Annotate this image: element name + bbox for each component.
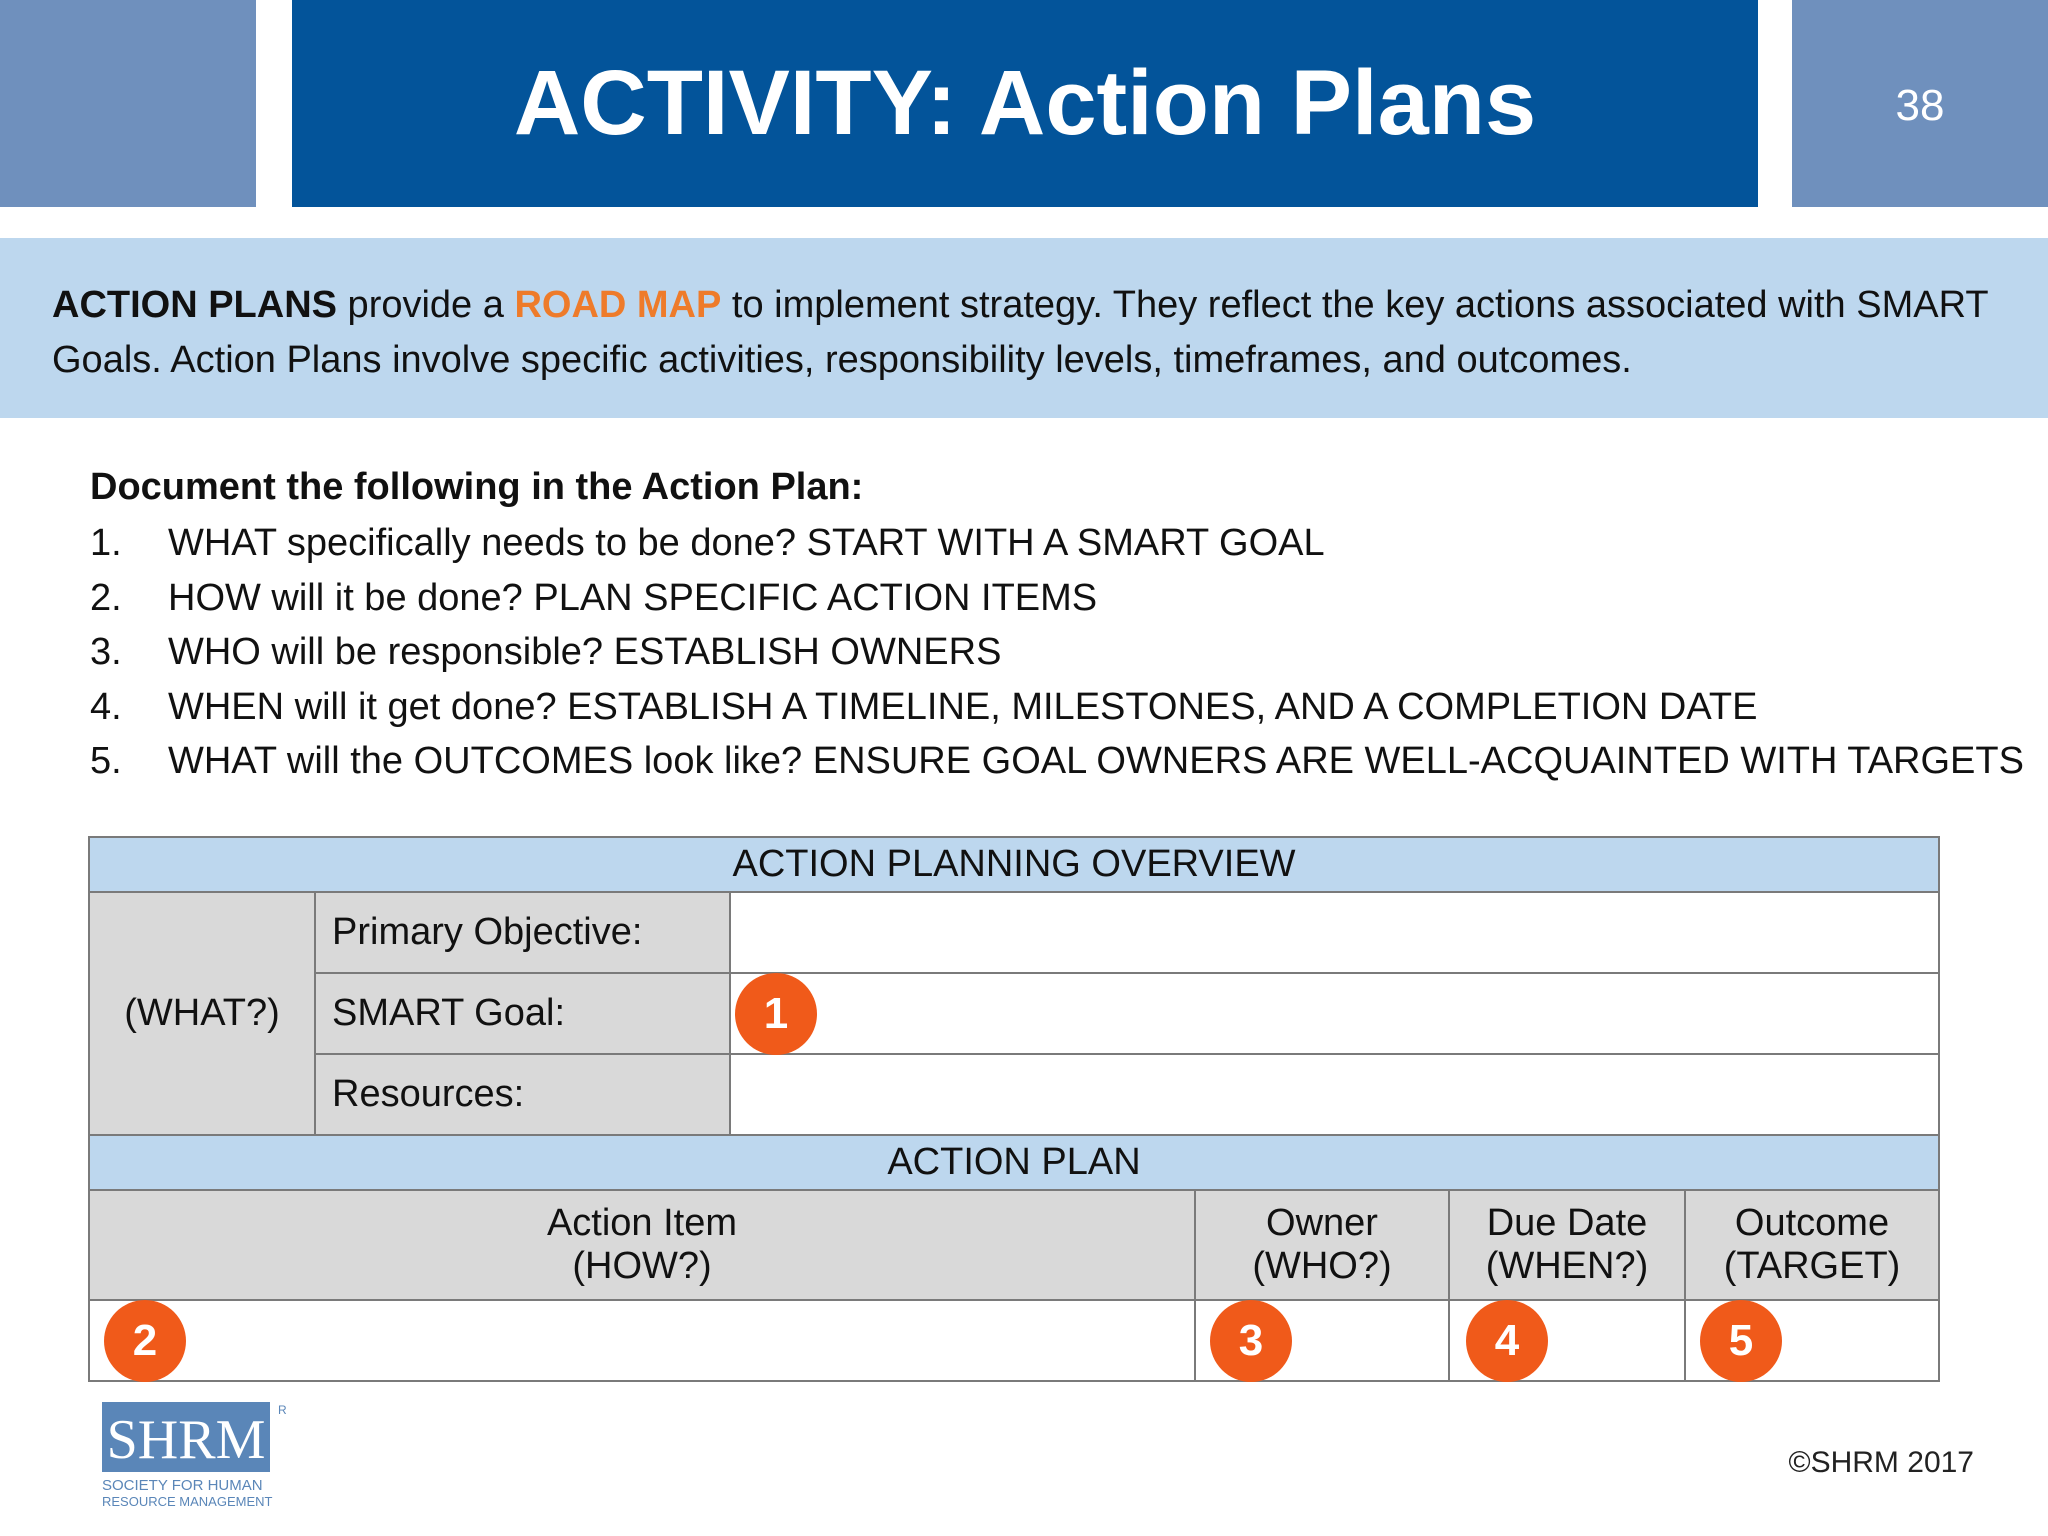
logo-sub-2: RESOURCE MANAGEMENT <box>102 1494 273 1508</box>
owner-field[interactable] <box>1195 1300 1449 1381</box>
step-item <box>90 625 2010 680</box>
step-number: 1. <box>90 522 122 564</box>
step-text: WHAT will the OUTCOMES look like? ENSURE GOAL OWNERS ARE WELL-ACQUAINTED WITH TARGETS <box>168 740 2024 782</box>
intro-highlight: ROAD MAP <box>514 284 722 326</box>
step-number: 3. <box>90 631 122 673</box>
shrm-logo <box>100 1400 290 1508</box>
owner-header <box>1195 1190 1449 1300</box>
step-text: WHAT specifically needs to be done? START WITH A SMART GOAL <box>168 522 1325 564</box>
step-number: 2. <box>90 576 122 619</box>
steps-list <box>90 516 2024 789</box>
outcome-sub: (TARGET) <box>1723 1245 1901 1287</box>
badge-3: 3 <box>1210 1300 1292 1382</box>
badge-2: 2 <box>104 1300 186 1382</box>
intro-text-b: to implement strategy. They reflect the key actions associated with SMART Goals. Action Plans involve specific activities, responsibility levels, timeframes, and outcomes. <box>52 284 1988 381</box>
badge-1: 1 <box>735 973 817 1055</box>
action-plan-title: ACTION PLAN <box>89 1135 1939 1190</box>
smart-goal-label: SMART Goal: <box>315 973 730 1054</box>
logo-sub-1: SOCIETY FOR HUMAN <box>102 1477 263 1494</box>
owner-sub: (WHO?) <box>1252 1245 1392 1287</box>
action-item-header <box>89 1190 1195 1300</box>
intro-text <box>52 278 1992 388</box>
outcome-label: Outcome <box>1734 1202 1890 1244</box>
logo-text: SHRM <box>106 1409 266 1471</box>
primary-objective-label: Primary Objective: <box>315 892 730 973</box>
step-number: 4. <box>90 685 122 728</box>
step-text: WHEN will it get done? ESTABLISH A TIMELINE, MILESTONES, AND A COMPLETION DATE <box>168 685 1758 728</box>
intro-text-a: provide a <box>337 284 515 326</box>
copyright: ©SHRM 2017 <box>1788 1446 1974 1479</box>
step-item <box>90 516 2010 571</box>
slide-number: 38 <box>1895 81 1945 130</box>
what-label: (WHAT?) <box>89 892 315 1135</box>
step-text: HOW will it be done? PLAN SPECIFIC ACTION ITEMS <box>168 576 1098 619</box>
outcome-header <box>1685 1190 1939 1300</box>
step-item <box>90 734 2024 789</box>
due-date-field[interactable] <box>1449 1300 1685 1381</box>
due-date-header <box>1449 1190 1685 1300</box>
action-item-field[interactable] <box>89 1300 1195 1381</box>
primary-objective-field[interactable] <box>730 892 1939 973</box>
step-text: WHO will be responsible? ESTABLISH OWNERS <box>168 631 1002 673</box>
step-item <box>90 571 2010 626</box>
resources-field[interactable] <box>730 1054 1939 1135</box>
logo-reg-mark: R <box>278 1403 287 1417</box>
action-item-label: Action Item <box>546 1202 738 1244</box>
overview-title: ACTION PLANNING OVERVIEW <box>89 837 1939 892</box>
step-item <box>90 680 2010 735</box>
resources-label: Resources: <box>315 1054 730 1135</box>
due-date-label: Due Date <box>1486 1202 1648 1244</box>
outcome-field[interactable] <box>1685 1300 1939 1381</box>
badge-4: 4 <box>1466 1300 1548 1382</box>
intro-bold-lead: ACTION PLANS <box>52 284 337 326</box>
owner-label: Owner <box>1266 1202 1378 1244</box>
smart-goal-field[interactable] <box>730 973 1939 1054</box>
header-left-block <box>0 0 256 207</box>
action-plan-table <box>88 836 1940 1382</box>
slide-title: ACTIVITY: Action Plans <box>513 52 1537 154</box>
action-item-sub: (HOW?) <box>572 1245 712 1287</box>
document-heading: Document the following in the Action Plan: <box>90 466 864 508</box>
due-date-sub: (WHEN?) <box>1485 1245 1649 1287</box>
step-number: 5. <box>90 740 122 782</box>
badge-5: 5 <box>1700 1300 1782 1382</box>
